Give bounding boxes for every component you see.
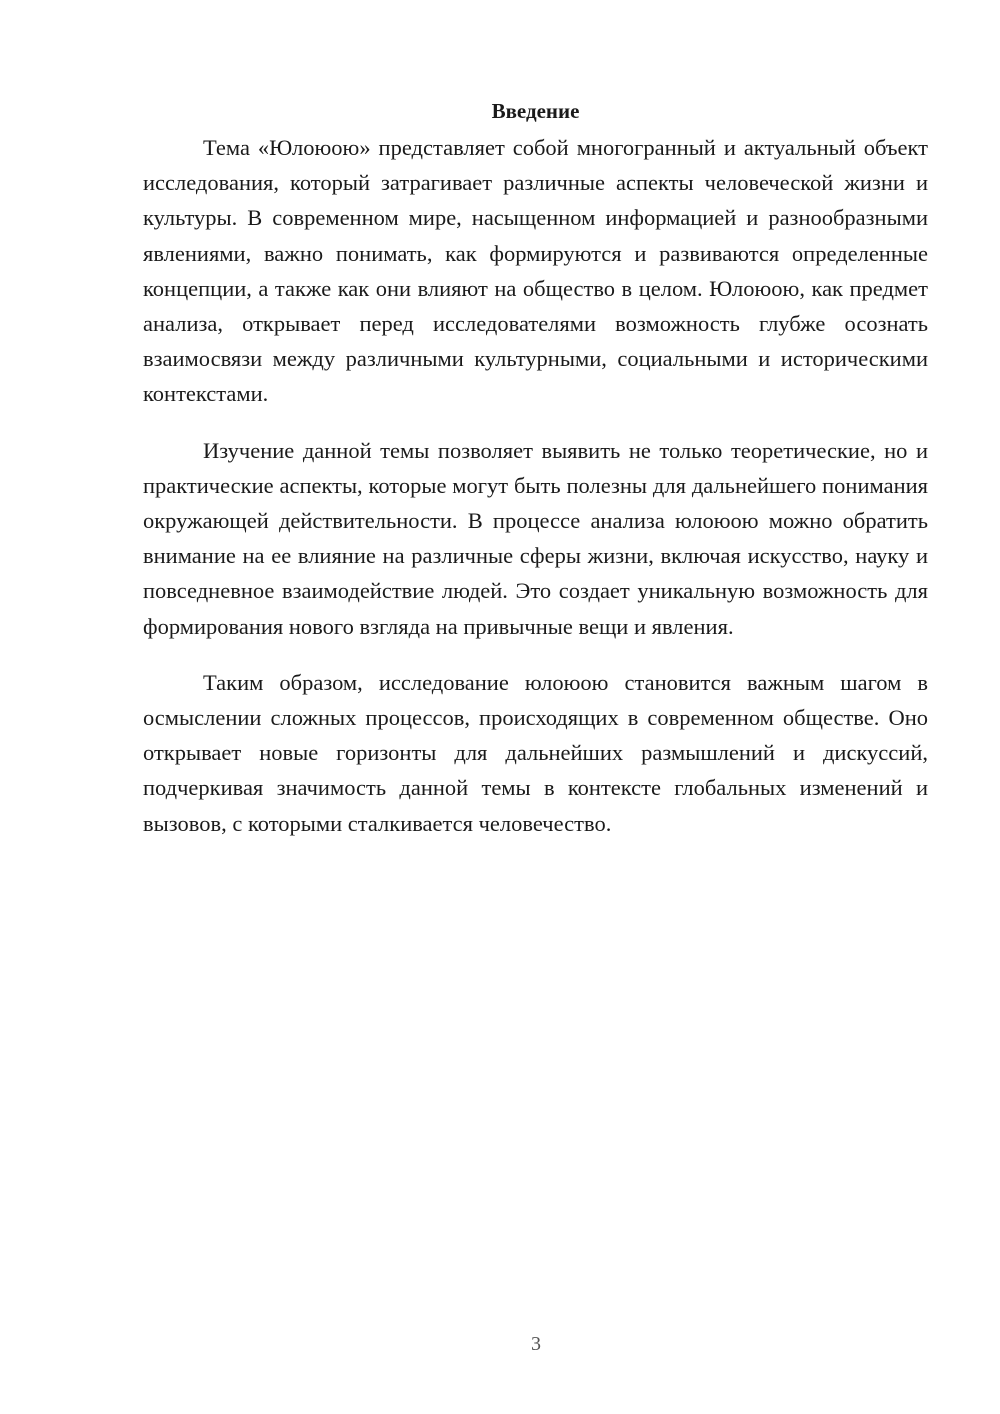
- page-number: 3: [531, 1333, 541, 1355]
- page-content: [143, 96, 928, 862]
- paragraph-2: Изучение данной темы позволяет выявить не только теоретические, но и практические аспекты, которые могут быть полезны для дальнейшего понимания окружающей действительности. В процессе анализа юлоюою можно обратить внимание на ее влияние на различные сферы жизни, включая искусство, науку и повседневное взаимодействие людей. Это создает уникальную возможность для формирования нового взгляда на привычные вещи и явления.: [143, 437, 928, 639]
- paragraph-1: Тема «Юлоюою» представляет собой многогранный и актуальный объект исследования, который затрагивает различные аспекты человеческой жизни и культуры. В современном мире, насыщенном информацией и разнообразными явлениями, важно понимать, как формируются и развиваются определенные концепции, а также как они влияют на общество в целом. Юлоюою, как предмет анализа, открывает перед исследователями возможность глубже осознать взаимосвязи между различными культурными, социальными и историческими контекстами.: [143, 135, 928, 407]
- section-heading: Введение: [491, 99, 580, 123]
- paragraph-3: Таким образом, исследование юлоюою становится важным шагом в осмыслении сложных процессов, происходящих в современном обществе. Оно открывает новые горизонты для дальнейших размышлений и дискуссий, подчеркивая значимость данной темы в контексте глобальных изменений и вызовов, с которыми сталкивается человечество.: [143, 669, 928, 836]
